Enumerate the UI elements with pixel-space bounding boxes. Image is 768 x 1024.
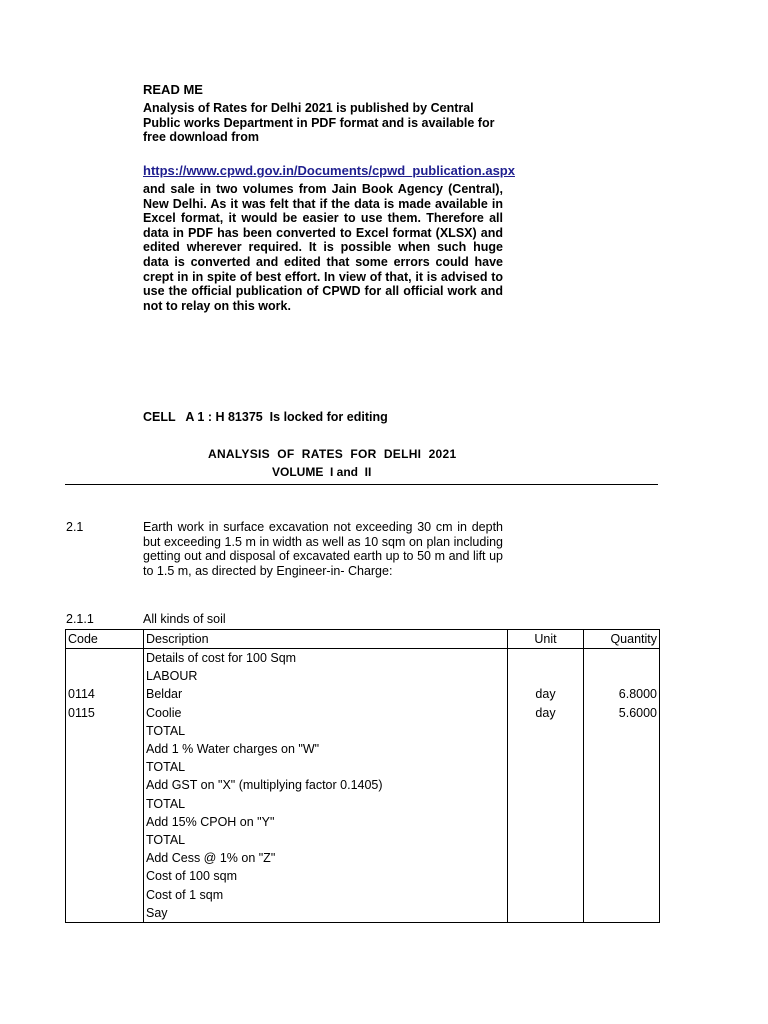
cell-description: Add GST on "X" (multiplying factor 0.1405) xyxy=(144,776,508,794)
cell-quantity xyxy=(584,722,660,740)
table-row xyxy=(66,685,660,703)
cell-quantity xyxy=(584,649,660,668)
table-row xyxy=(66,831,660,849)
cost-analysis-table xyxy=(65,629,660,923)
cell-description: Add Cess @ 1% on "Z" xyxy=(144,849,508,867)
cell-description: TOTAL xyxy=(144,758,508,776)
cell-quantity xyxy=(584,885,660,903)
document-subheading: VOLUME I and II xyxy=(272,465,372,479)
item-description: Earth work in surface excavation not exceeding 30 cm in depth but exceeding 1.5 m in width as well as 10 sqm on plan including getting out and disposal of excavated earth up to 50 m and lift up to 1.5 m, as directed by Engineer-in- Charge: xyxy=(143,520,503,578)
table-row xyxy=(66,740,660,758)
cell-quantity xyxy=(584,813,660,831)
cell-unit xyxy=(508,649,584,668)
cell-description: TOTAL xyxy=(144,831,508,849)
table-row xyxy=(66,885,660,903)
table-row xyxy=(66,704,660,722)
cell-code xyxy=(66,813,144,831)
cell-code xyxy=(66,776,144,794)
table-row xyxy=(66,867,660,885)
cell-code xyxy=(66,722,144,740)
cell-unit xyxy=(508,758,584,776)
cell-unit xyxy=(508,795,584,813)
cell-description: TOTAL xyxy=(144,795,508,813)
table-row xyxy=(66,649,660,668)
cell-description: Add 15% CPOH on "Y" xyxy=(144,813,508,831)
cell-unit xyxy=(508,722,584,740)
header-quantity: Quantity xyxy=(584,630,660,649)
cell-unit xyxy=(508,740,584,758)
cell-unit xyxy=(508,831,584,849)
cell-unit xyxy=(508,813,584,831)
cell-code xyxy=(66,885,144,903)
item-number: 2.1 xyxy=(66,520,84,534)
cell-unit xyxy=(508,904,584,923)
table-row xyxy=(66,904,660,923)
header-description: Description xyxy=(144,630,508,649)
cell-quantity xyxy=(584,795,660,813)
cell-unit xyxy=(508,885,584,903)
table-row xyxy=(66,795,660,813)
cell-description: Add 1 % Water charges on "W" xyxy=(144,740,508,758)
cell-quantity xyxy=(584,740,660,758)
readme-body: and sale in two volumes from Jain Book Agency (Central), New Delhi. As it was felt that if the data is made available in Excel format, it would be easier to use them. Therefore all data in PDF has been converted to Excel format (XLSX) and edited wherever required. It is possible when such huge data is converted and edited that some errors could have crept in in spite of best effort. In view of that, it is advised to use the official publication of CPWD for all official work and not to relay on this work. xyxy=(143,182,503,313)
cell-description: Cost of 1 sqm xyxy=(144,885,508,903)
cell-quantity xyxy=(584,667,660,685)
cpwd-publication-link[interactable]: https://www.cpwd.gov.in/Documents/cpwd_publication.aspx xyxy=(143,163,515,178)
cell-quantity: 6.8000 xyxy=(584,685,660,703)
heading-divider xyxy=(65,484,658,485)
cell-code xyxy=(66,740,144,758)
cell-code xyxy=(66,904,144,923)
cell-description: Details of cost for 100 Sqm xyxy=(144,649,508,668)
cell-unit: day xyxy=(508,685,584,703)
cell-code xyxy=(66,795,144,813)
readme-title: READ ME xyxy=(143,82,203,97)
cell-code xyxy=(66,667,144,685)
cell-code xyxy=(66,849,144,867)
cell-code xyxy=(66,649,144,668)
document-heading: ANALYSIS OF RATES FOR DELHI 2021 xyxy=(208,447,457,461)
cell-code xyxy=(66,758,144,776)
cell-code xyxy=(66,867,144,885)
table-row xyxy=(66,776,660,794)
cell-quantity xyxy=(584,867,660,885)
table-row xyxy=(66,667,660,685)
cell-quantity xyxy=(584,776,660,794)
cell-quantity xyxy=(584,904,660,923)
cell-description: Coolie xyxy=(144,704,508,722)
cell-description: Beldar xyxy=(144,685,508,703)
cell-description: Cost of 100 sqm xyxy=(144,867,508,885)
cell-quantity xyxy=(584,849,660,867)
header-unit: Unit xyxy=(508,630,584,649)
cell-unit: day xyxy=(508,704,584,722)
subitem-description: All kinds of soil xyxy=(143,612,226,626)
cell-unit xyxy=(508,867,584,885)
cell-description: TOTAL xyxy=(144,722,508,740)
cell-code: 0114 xyxy=(66,685,144,703)
subitem-number: 2.1.1 xyxy=(66,612,94,626)
readme-intro: Analysis of Rates for Delhi 2021 is published by Central Public works Department in PDF format and is available for free download from xyxy=(143,101,495,145)
cell-quantity xyxy=(584,758,660,776)
table-header-row xyxy=(66,630,660,649)
cell-unit xyxy=(508,667,584,685)
header-code: Code xyxy=(66,630,144,649)
cell-quantity: 5.6000 xyxy=(584,704,660,722)
cell-unit xyxy=(508,849,584,867)
cell-code xyxy=(66,831,144,849)
cell-quantity xyxy=(584,831,660,849)
cell-unit xyxy=(508,776,584,794)
table-row xyxy=(66,849,660,867)
table-row xyxy=(66,758,660,776)
locked-cells-note: CELL A 1 : H 81375 Is locked for editing xyxy=(143,410,388,424)
cell-description: Say xyxy=(144,904,508,923)
table-row xyxy=(66,813,660,831)
table-row xyxy=(66,722,660,740)
cell-code: 0115 xyxy=(66,704,144,722)
cell-description: LABOUR xyxy=(144,667,508,685)
